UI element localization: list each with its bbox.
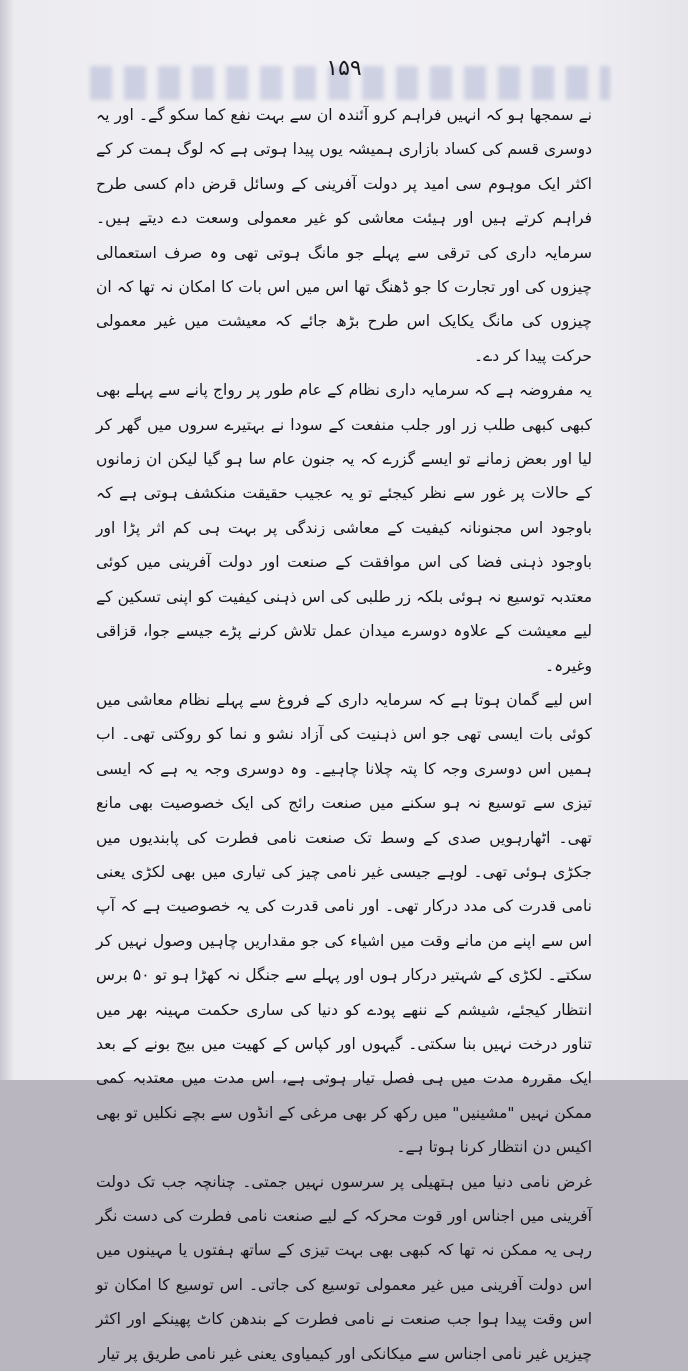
paragraph-4: غرض نامی دنیا میں ہتھیلی پر سرسوں نہیں جمتی۔ چنانچہ جب تک دولت آفرینی میں اجناس اور قوت محرکہ کے لیے صنعت نامی فطرت کی دست نگر رہی یہ ممکن نہ تھا کہ کبھی بھی بہت تیزی کے ساتھ ہفتوں یا مہینوں میں اس دولت آفرینی میں غیر معمولی توسیع کی جاتی۔ اس توسیع کا امکان تو اس وقت پیدا ہوا جب صنعت نے نامی فطرت کے بندھن کاٹ پھینکے اور اکثر چیزیں غیر نامی اجناس سے میکانکی اور کیمیاوی یعنی غیر نامی طریق پر تیار — [96, 1172, 592, 1363]
paragraph-1: نے سمجھا ہو کہ انہیں فراہم کرو آئندہ ان سے بہت نفع کما سکو گے۔ اور یہ دوسری قسم کی کساد بازاری ہمیشہ یوں پیدا ہوتی ہے کہ لوگ ہمت کر کے اکثر ایک موہوم سی امید پر دولت آفرینی کے وسائل قرض دام کسی طرح فراہم کرتے ہیں اور ہیئت معاشی کو غیر معمولی وسعت دے دیتے ہیں۔ سرمایہ داری کی ترقی سے پہلے جو مانگ ہوتی تھی وہ صرف استعمالی چیزوں کی اور تجارت کا جو ڈھنگ تھا اس میں اس بات کا امکان نہ تھا کہ ان چیزوں کی مانگ یکایک اس طرح بڑھ جائے کہ معیشت میں غیر معمولی حرکت پیدا کر دے۔ — [96, 106, 592, 365]
page-number: ۱۵۹ — [326, 56, 362, 81]
paragraph-3: اس لیے گمان ہوتا ہے کہ سرمایہ داری کے فروغ سے پہلے نظام معاشی میں کوئی بات ایسی تھی جو اس ذہنیت کی آزاد نشو و نما کو روکتی تھی۔ اب ہمیں اس دوسری وجہ کا پتہ چلانا چاہیے۔ وہ دوسری وجہ یہ ہے کہ ایسی تیزی سے توسیع نہ ہو سکنے میں صنعت رائج کی ایک خصوصیت بھی مانع تھی۔ اٹھارہویں صدی کے وسط تک صنعت نامی فطرت کی پابندیوں میں جکڑی ہوئی تھی۔ لوہے جیسی غیر نامی چیز کی تیاری میں بھی لکڑی یعنی نامی قدرت کی مدد درکار تھی۔ اور نامی قدرت کی یہ خصوصیت ہے کہ آپ اس سے اپنے من مانے وقت میں اشیاء کی جو مقداریں چاہیں وصول نہیں کر سکتے۔ لکڑی کے شہتیر درکار ہوں اور پہلے سے جنگل نہ کھڑا ہو تو ۵۰ برس انتظار کیجئے، شیشم کے ننھے پودے کو دنیا کی ساری حکمت مہینہ بھر میں تناور درخت نہیں بنا سکتی۔ گیہوں اور کپاس کے کھیت میں بیج بونے کے بعد ایک مقررہ مدت میں ہی فصل تیار ہوتی ہے، اس مدت میں معتدبہ کمی ممکن نہیں "مشینیں" میں رکھ کر بھی مرغی کے انڈوں سے بچے نکلیں تو بھی اکیس دن انتظار کرنا ہوتا ہے۔ — [96, 690, 593, 1157]
paragraph-2: یہ مفروضہ ہے کہ سرمایہ داری نظام کے عام طور پر رواج پانے سے پہلے بھی کبھی کبھی طلب زر اور جلب منفعت کے سودا نے بہتیرے سروں میں گھر کر لیا اور بعض زمانے تو ایسے گزرے کہ یہ جنون عام سا ہو گیا لیکن ان زمانوں کے حالات پر غور سے نظر کیجئے تو یہ عجیب حقیقت منکشف ہوتی ہے کہ باوجود اس مجنونانہ کیفیت کے معاشی زندگی پر بہت ہی کم اثر پڑا اور باوجود ذہنی فضا کی اس موافقت کے صنعت اور دولت آفرینی میں کوئی معتدبہ توسیع نہ ہوئی بلکہ زر طلبی کی اس ذہنی کیفیت کو اپنی تسکین کے لیے معیشت کے علاوہ دوسرے میدان عمل تلاش کرنے پڑے جیسے جوا، قزاقی وغیرہ۔ — [96, 381, 592, 675]
urdu-text-body — [96, 98, 592, 1371]
